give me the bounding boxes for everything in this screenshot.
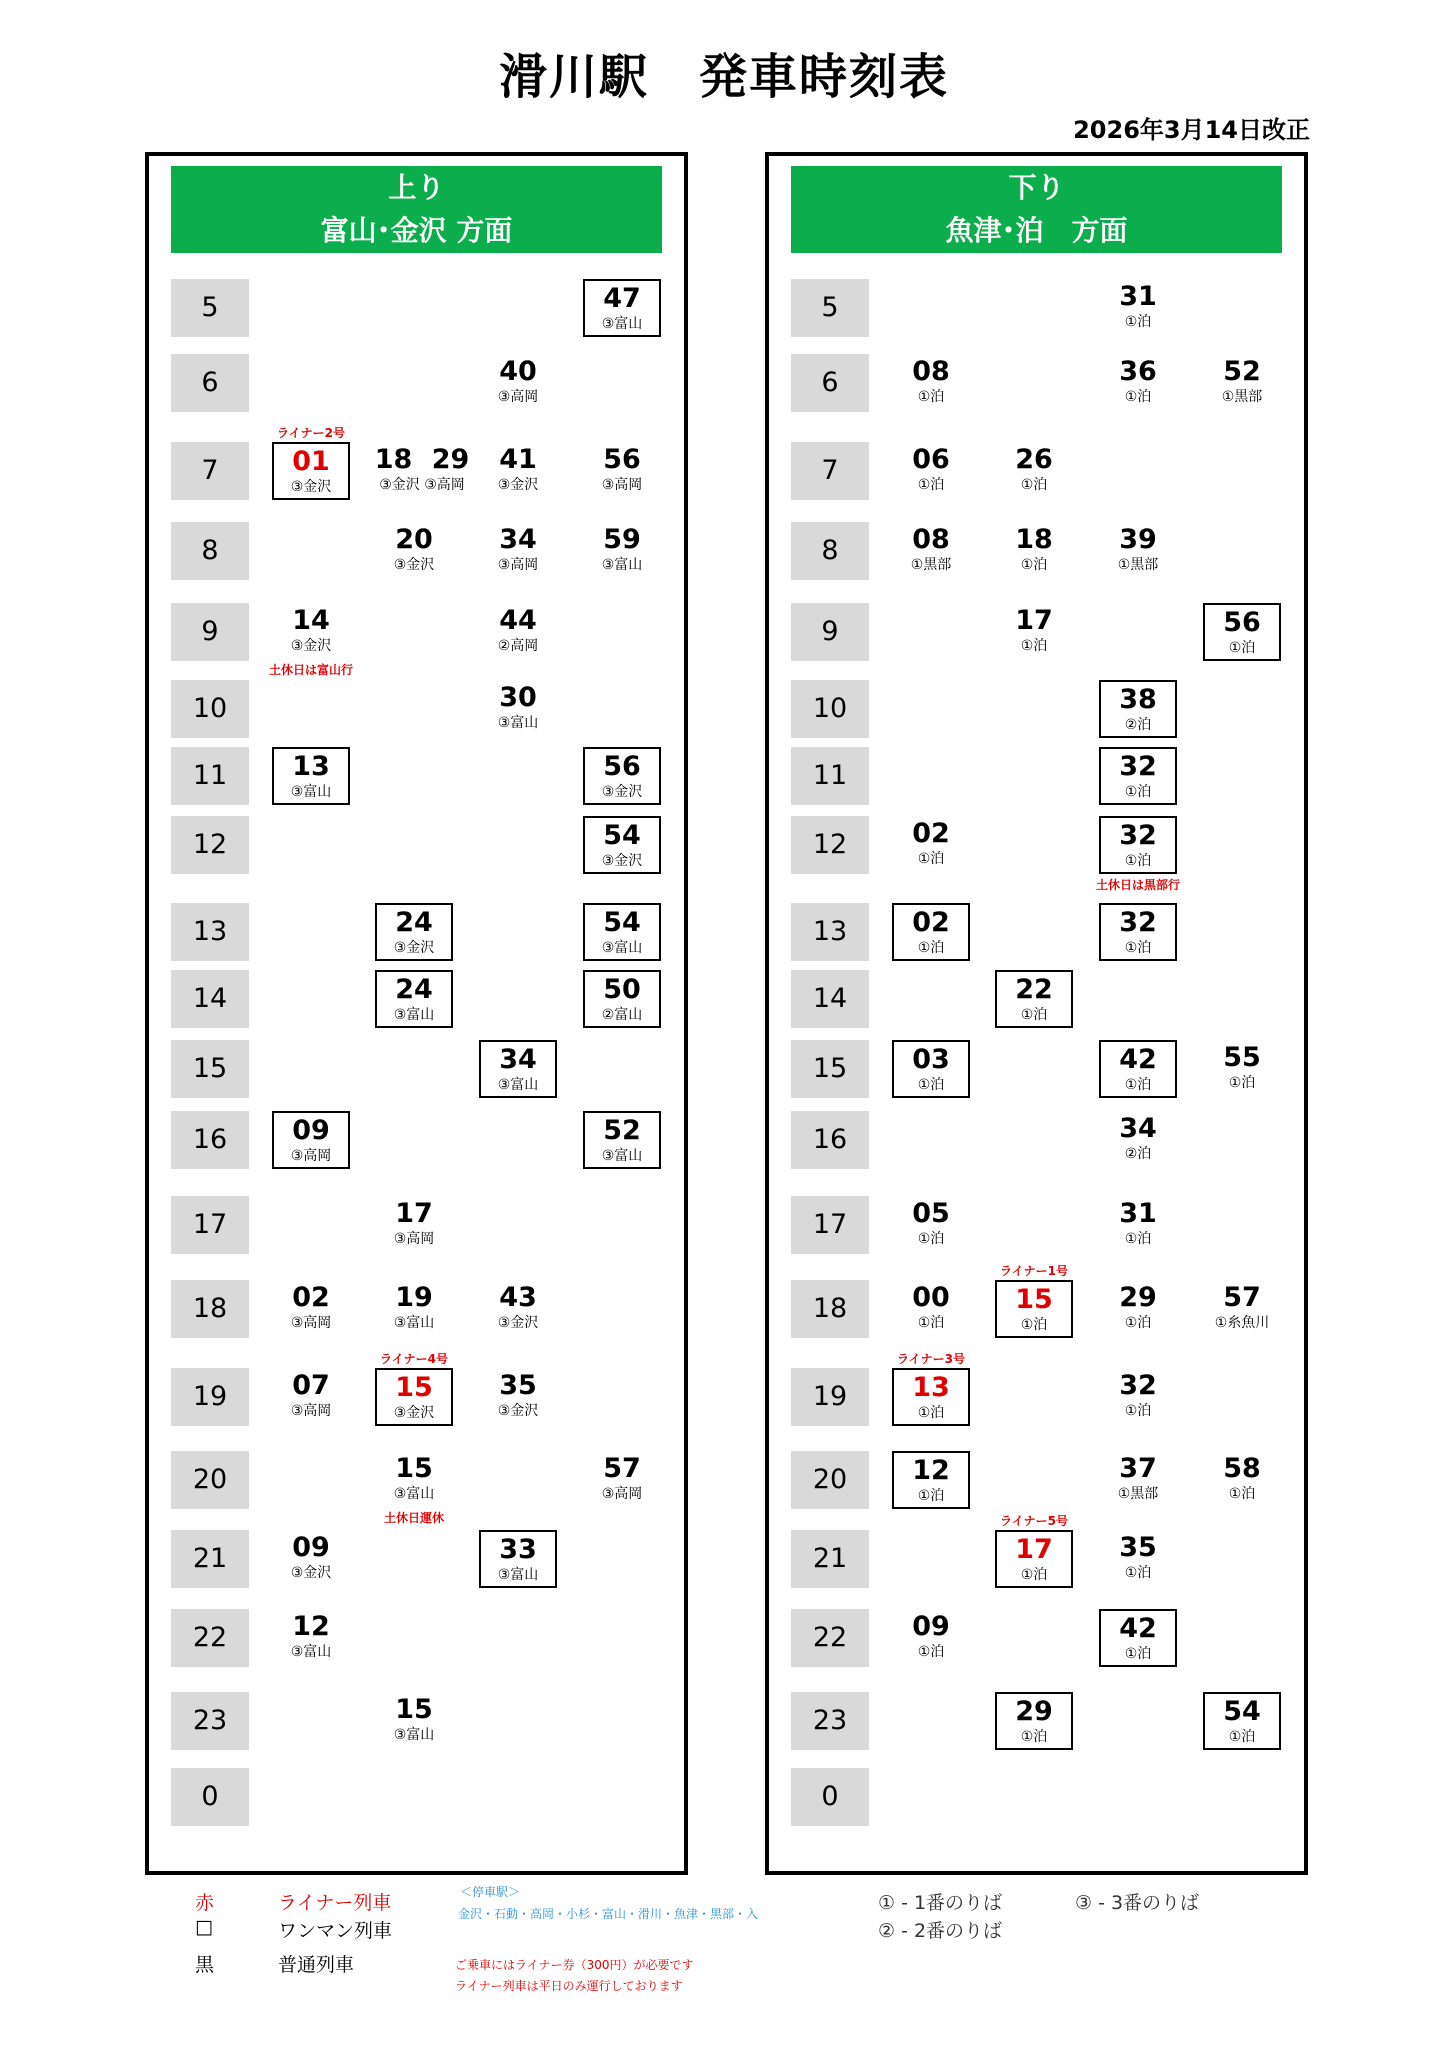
departure-minute: 31 [1119,281,1157,312]
down-departure [1099,279,1177,337]
up-departure [583,279,661,337]
departure-platform-destination: ③高岡 [497,557,539,573]
up-liner-departure [375,1352,453,1426]
up-departure [375,1280,453,1338]
liner-name-note: ライナー2号 [277,426,345,440]
departure-platform-destination: ①糸魚川 [1214,1315,1270,1331]
stops-title: ＜停車駅＞ [460,1885,521,1899]
down-panel [765,152,1308,1875]
up-departure [375,1196,453,1254]
up-hour-23: 23 [171,1692,249,1750]
departure-platform-destination: ①泊 [1228,1729,1256,1745]
down-departure [1203,1040,1281,1098]
up-hour-19: 19 [171,1368,249,1426]
legend-red-label: ライナー列車 [278,1892,392,1914]
up-panel [145,152,688,1875]
down-hour-7: 7 [791,442,869,500]
down-departure [995,522,1073,580]
departure-platform-destination: ③富山 [497,1077,539,1093]
departure-platform-destination: ③富山 [601,316,643,332]
departure-platform-destination: ①泊 [917,1405,945,1421]
departure-minute: 03 [912,1044,950,1075]
departure-platform-destination: ②泊 [1124,1146,1152,1162]
departure-minute: 09 [292,1115,330,1146]
up-departure [479,522,557,580]
up-direction-label: 上り [388,171,445,204]
up-departure [272,1609,350,1667]
legend-box-label: ワンマン列車 [278,1920,393,1942]
departure-minute: 09 [912,1611,950,1642]
departure-platform-destination: ③金沢 [290,1565,332,1581]
departure-platform-destination: ①泊 [1228,1486,1256,1502]
departure-minute: 36 [1119,356,1157,387]
up-destination-label: 富山･金沢 方面 [320,214,513,247]
up-departure [479,442,557,500]
liner-name-note: ライナー1号 [1000,1264,1068,1278]
departure-minute: 18 29 [374,444,470,475]
down-departure [1099,1111,1177,1169]
up-departure [583,970,661,1028]
up-hour-11: 11 [171,747,249,805]
down-hour-0: 0 [791,1768,869,1826]
departure-platform-destination: ①泊 [1124,1077,1152,1093]
departure-minute: 15 [395,1372,433,1403]
departure-minute: 55 [1223,1042,1261,1073]
down-hour-14: 14 [791,970,869,1028]
departure-platform-destination: ①泊 [1124,1565,1152,1581]
departure-minute: 20 [395,524,433,555]
departure-minute: 00 [912,1282,950,1313]
down-hour-16: 16 [791,1111,869,1169]
departure-minute: 15 [395,1453,433,1484]
departure-minute: 42 [1119,1613,1157,1644]
departure-platform-destination: ①泊 [1124,389,1152,405]
departure-platform-destination: ③高岡 [601,1486,643,1502]
departure-platform-destination: ①泊 [917,1644,945,1660]
departure-minute: 34 [499,524,537,555]
down-liner-departure [995,1514,1073,1588]
departure-minute: 54 [1223,1696,1261,1727]
departure-minute: 32 [1119,751,1157,782]
down-hour-6: 6 [791,354,869,412]
weekend-note: 土休日は富山行 [268,663,353,677]
legend-red-key: 赤 [195,1892,215,1914]
departure-platform-destination: ③金沢 [601,784,643,800]
departure-minute: 33 [499,1534,537,1565]
departure-platform-destination: ①泊 [1228,1075,1256,1091]
departure-minute: 22 [1015,974,1053,1005]
legend-black-key: 黒 [195,1954,215,1976]
departure-platform-destination: ③高岡 [290,1403,332,1419]
departure-minute: 35 [499,1370,537,1401]
departure-minute: 18 [1015,524,1053,555]
departure-platform-destination: ①泊 [917,477,945,493]
up-hour-8: 8 [171,522,249,580]
departure-minute: 56 [603,751,641,782]
liner-name-note: ライナー4号 [380,1352,448,1366]
departure-minute: 08 [912,524,950,555]
down-departure [1099,1609,1177,1667]
departure-minute: 29 [1119,1282,1157,1313]
down-departure [892,1451,970,1509]
up-hour-14: 14 [171,970,249,1028]
down-departure [1099,354,1177,412]
departure-platform-destination: ①泊 [1124,314,1152,330]
down-departure [892,1040,970,1098]
down-departure [1099,1280,1177,1338]
departure-platform-destination: ①泊 [1124,1315,1152,1331]
departure-platform-destination: ③金沢 [393,940,435,956]
departure-minute: 58 [1223,1453,1261,1484]
down-departure [1099,1368,1177,1426]
up-departure [375,1451,453,1525]
down-hour-22: 22 [791,1609,869,1667]
up-departure [272,1530,350,1588]
departure-minute: 29 [1015,1696,1053,1727]
departure-platform-destination: ①黒部 [1117,1486,1159,1502]
departure-minute: 35 [1119,1532,1157,1563]
departure-platform-destination: ③高岡 [290,1315,332,1331]
departure-platform-destination: ③金沢 [290,479,332,495]
ticket-note: ご乗車にはライナー券（300円）が必要です [455,1958,694,1972]
departure-minute: 31 [1119,1198,1157,1229]
down-hour-11: 11 [791,747,869,805]
down-departure [1099,1530,1177,1588]
departure-minute: 30 [499,682,537,713]
departure-minute: 32 [1119,907,1157,938]
up-hour-20: 20 [171,1451,249,1509]
departure-minute: 40 [499,356,537,387]
up-departure [583,747,661,805]
departure-minute: 09 [292,1532,330,1563]
departure-platform-destination: ①黒部 [910,557,952,573]
weekend-note: 土休日は黒部行 [1095,878,1180,892]
weekend-note: 土休日運休 [383,1511,444,1525]
departure-platform-destination: ③富山 [393,1315,435,1331]
down-departure [1099,1196,1177,1254]
down-hour-5: 5 [791,279,869,337]
up-departure [583,1451,661,1509]
departure-platform-destination: ③富山 [601,1148,643,1164]
departure-platform-destination: ①泊 [917,940,945,956]
departure-platform-destination: ③富山 [601,940,643,956]
up-departure [375,522,453,580]
down-departure [995,1692,1073,1750]
down-hour-17: 17 [791,1196,869,1254]
up-hour-17: 17 [171,1196,249,1254]
down-departure [892,816,970,874]
departure-platform-destination: ③富山 [290,1644,332,1660]
departure-minute: 07 [292,1370,330,1401]
down-departure [892,522,970,580]
departure-platform-destination: ①黒部 [1221,389,1263,405]
down-departure [892,1196,970,1254]
liner-name-note: ライナー5号 [1000,1514,1068,1528]
departure-minute: 14 [292,605,330,636]
up-hour-9: 9 [171,603,249,661]
up-departure [583,903,661,961]
departure-minute: 13 [292,751,330,782]
down-departure [892,354,970,412]
down-departure [1099,680,1177,738]
down-departure [1203,354,1281,412]
up-departure [375,1692,453,1750]
departure-platform-destination: ①泊 [1124,1403,1152,1419]
legend-black-label: 普通列車 [278,1954,355,1976]
departure-minute: 13 [912,1372,950,1403]
departure-platform-destination: ③富山 [393,1727,435,1743]
down-departure [1099,1451,1177,1509]
up-timetable [149,156,684,1871]
down-departure [1203,1280,1281,1338]
departure-platform-destination: ③金沢 [497,1315,539,1331]
departure-minute: 50 [603,974,641,1005]
down-departure [1203,1451,1281,1509]
departure-platform-destination: ③金沢 [393,1405,435,1421]
departure-platform-destination: ②富山 [601,1007,643,1023]
departure-platform-destination: ①泊 [1020,1317,1048,1333]
page-title: 滑川駅 発車時刻表 [498,49,949,105]
departure-platform-destination: ①泊 [1124,1231,1152,1247]
up-departure [272,1368,350,1426]
departure-minute: 32 [1119,1370,1157,1401]
up-hour-6: 6 [171,354,249,412]
departure-minute: 54 [603,820,641,851]
departure-platform-destination: ①泊 [1020,1729,1048,1745]
departure-platform-destination: ③高岡 [497,389,539,405]
down-departure [995,970,1073,1028]
down-departure [1203,1692,1281,1750]
departure-platform-destination: ③金沢 [393,557,435,573]
up-departure [268,603,353,677]
up-departure [375,903,453,961]
departure-platform-destination: ③金沢 ③高岡 [379,477,465,493]
departure-platform-destination: ①泊 [1020,638,1048,654]
down-destination-label: 魚津･泊 方面 [945,214,1128,247]
down-liner-departure [892,1352,970,1426]
departure-platform-destination: ③富山 [497,1567,539,1583]
up-hour-21: 21 [171,1530,249,1588]
departure-minute: 47 [603,283,641,314]
departure-minute: 41 [499,444,537,475]
up-departure [375,970,453,1028]
down-timetable [769,156,1304,1871]
departure-minute: 24 [395,974,433,1005]
departure-platform-destination: ①泊 [1228,640,1256,656]
departure-platform-destination: ①泊 [1020,1007,1048,1023]
down-hour-23: 23 [791,1692,869,1750]
departure-minute: 15 [1015,1284,1053,1315]
departure-platform-destination: ①黒部 [1117,557,1159,573]
up-hour-10: 10 [171,680,249,738]
up-departure [479,1280,557,1338]
up-departure [479,603,557,661]
up-hour-15: 15 [171,1040,249,1098]
departure-platform-destination: ③富山 [393,1007,435,1023]
down-hour-12: 12 [791,816,869,874]
platform-3-legend: ③ - 3番のりば [1075,1892,1200,1914]
departure-minute: 34 [1119,1113,1157,1144]
up-hour-22: 22 [171,1609,249,1667]
up-departure [272,1111,350,1169]
up-hour-13: 13 [171,903,249,961]
departure-minute: 08 [912,356,950,387]
departure-platform-destination: ③金沢 [601,853,643,869]
departure-platform-destination: ①泊 [917,1315,945,1331]
down-departure [1203,603,1281,661]
up-hour-18: 18 [171,1280,249,1338]
down-hour-10: 10 [791,680,869,738]
up-departure [583,816,661,874]
departure-minute: 54 [603,907,641,938]
up-hour-5: 5 [171,279,249,337]
up-departure [479,1040,557,1098]
platform-2-legend: ② - 2番のりば [878,1920,1003,1942]
departure-platform-destination: ③金沢 [290,638,332,654]
down-hour-13: 13 [791,903,869,961]
down-departure [892,442,970,500]
departure-minute: 52 [603,1115,641,1146]
down-departure [1099,1040,1177,1098]
revision-date: 2026年3月14日改正 [1073,116,1310,144]
departure-platform-destination: ①泊 [1124,784,1152,800]
departure-platform-destination: ①泊 [1020,557,1048,573]
down-departure [1099,903,1177,961]
departure-minute: 56 [1223,607,1261,638]
up-departure [479,1530,557,1588]
up-liner-departure [272,426,350,500]
up-departure [272,1280,350,1338]
departure-minute: 12 [292,1611,330,1642]
down-departure [995,442,1073,500]
down-departure [995,603,1073,661]
departure-platform-destination: ①泊 [917,851,945,867]
up-departure [272,747,350,805]
departure-platform-destination: ③高岡 [393,1231,435,1247]
departure-platform-destination: ③金沢 [497,477,539,493]
departure-minute: 32 [1119,820,1157,851]
up-hour-12: 12 [171,816,249,874]
down-hour-15: 15 [791,1040,869,1098]
departure-platform-destination: ①泊 [1020,477,1048,493]
departure-minute: 52 [1223,356,1261,387]
down-hour-20: 20 [791,1451,869,1509]
departure-minute: 17 [395,1198,433,1229]
departure-minute: 39 [1119,524,1157,555]
departure-platform-destination: ②泊 [1124,717,1152,733]
departure-platform-destination: ①泊 [917,389,945,405]
departure-minute: 56 [603,444,641,475]
down-departure [1095,816,1180,892]
down-hour-8: 8 [791,522,869,580]
down-departure [892,1280,970,1338]
departure-minute: 17 [1015,605,1053,636]
departure-platform-destination: ②高岡 [497,638,539,654]
down-hour-9: 9 [791,603,869,661]
departure-platform-destination: ①泊 [1020,1567,1048,1583]
departure-minute: 05 [912,1198,950,1229]
departure-platform-destination: ①泊 [1124,1646,1152,1662]
up-departure [583,442,661,500]
departure-platform-destination: ③金沢 [497,1403,539,1419]
departure-minute: 06 [912,444,950,475]
up-departure [479,1368,557,1426]
departure-minute: 37 [1119,1453,1157,1484]
departure-platform-destination: ①泊 [917,1231,945,1247]
departure-platform-destination: ①泊 [917,1488,945,1504]
departure-minute: 43 [499,1282,537,1313]
liner-name-note: ライナー3号 [897,1352,965,1366]
platform-1-legend: ① - 1番のりば [878,1892,1003,1914]
down-hour-21: 21 [791,1530,869,1588]
departure-minute: 02 [912,818,950,849]
departure-minute: 01 [292,446,330,477]
departure-platform-destination: ③富山 [497,715,539,731]
departure-minute: 38 [1119,684,1157,715]
stops-list: 金沢・石動・高岡・小杉・富山・滑川・魚津・黒部・入 [458,1907,759,1921]
up-departure-pair [367,442,477,500]
departure-minute: 15 [395,1694,433,1725]
up-departure [479,680,557,738]
down-direction-label: 下り [1008,171,1065,204]
departure-platform-destination: ③高岡 [290,1148,332,1164]
departure-minute: 44 [499,605,537,636]
down-departure [892,1609,970,1667]
departure-platform-destination: ③富山 [290,784,332,800]
up-hour-16: 16 [171,1111,249,1169]
down-liner-departure [995,1264,1073,1338]
departure-platform-destination: ①泊 [1124,853,1152,869]
departure-minute: 02 [912,907,950,938]
departure-minute: 19 [395,1282,433,1313]
departure-minute: 59 [603,524,641,555]
departure-minute: 24 [395,907,433,938]
weekday-note: ライナー列車は平日のみ運行しております [455,1979,683,1993]
departure-minute: 17 [1015,1534,1053,1565]
departure-minute: 12 [912,1455,950,1486]
up-departure [583,522,661,580]
departure-minute: 57 [1223,1282,1261,1313]
down-departure [892,903,970,961]
up-departure [583,1111,661,1169]
down-hour-18: 18 [791,1280,869,1338]
departure-platform-destination: ③富山 [601,557,643,573]
departure-platform-destination: ①泊 [1124,940,1152,956]
legend-box-key: □ [195,1916,213,1938]
departure-minute: 26 [1015,444,1053,475]
departure-minute: 34 [499,1044,537,1075]
departure-platform-destination: ①泊 [917,1077,945,1093]
departure-minute: 42 [1119,1044,1157,1075]
down-departure [1099,747,1177,805]
up-hour-7: 7 [171,442,249,500]
down-hour-19: 19 [791,1368,869,1426]
departure-platform-destination: ③高岡 [601,477,643,493]
departure-minute: 57 [603,1453,641,1484]
up-hour-0: 0 [171,1768,249,1826]
departure-minute: 02 [292,1282,330,1313]
departure-platform-destination: ③富山 [393,1486,435,1502]
down-departure [1099,522,1177,580]
up-departure [479,354,557,412]
